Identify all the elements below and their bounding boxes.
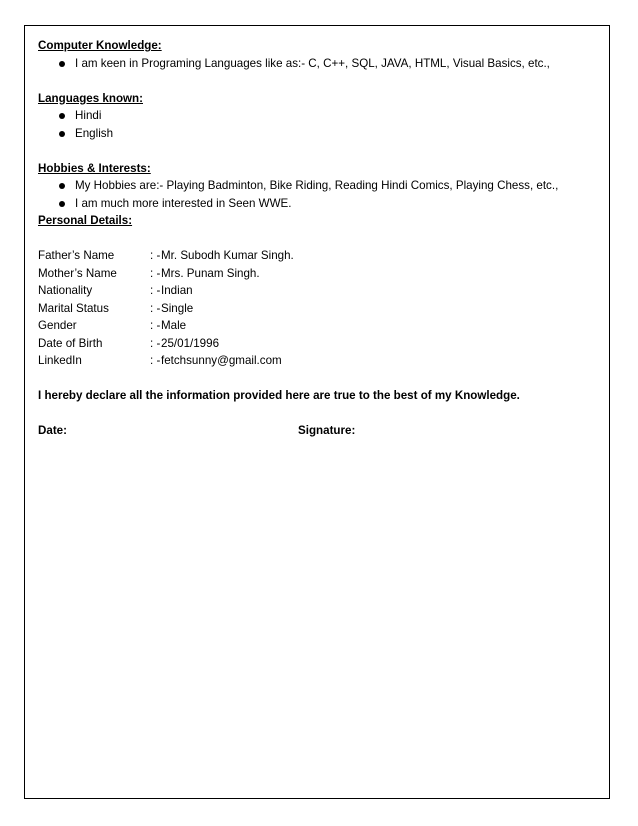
resume-content — [38, 37, 598, 440]
hobbies-heading: Hobbies & Interests: — [38, 161, 151, 175]
list-item: I am keen in Programing Languages like as:- C, C++, SQL, JAVA, HTML, Visual Basics, etc., — [38, 55, 598, 73]
list-item: My Hobbies are:- Playing Badminton, Bike Riding, Reading Hindi Comics, Playing Chess, etc., — [38, 177, 598, 195]
detail-row-nationality: Nationality : - Indian — [38, 284, 193, 297]
bullet-icon — [59, 61, 65, 67]
detail-row-dob: Date of Birth : - 25/01/1996 — [38, 336, 220, 350]
bullet-icon — [59, 113, 65, 119]
bullet-icon — [59, 131, 65, 137]
bullet-icon — [59, 183, 65, 189]
date-label: Date: — [38, 424, 67, 437]
computer-knowledge-heading: Computer Knowledge: — [38, 39, 162, 52]
detail-row-father: Father’s Name : - Mr. Subodh Kumar Singh. — [38, 249, 294, 262]
hobbies-list — [38, 177, 598, 212]
declaration-text: I hereby declare all the information provided here are true to the best of my Knowledge. — [38, 389, 520, 402]
languages-heading: Languages known: — [38, 91, 143, 105]
personal-details-table — [38, 247, 598, 370]
detail-row-linkedin: LinkedIn : - fetchsunny@gmail.com — [38, 354, 282, 367]
bullet-icon — [59, 201, 65, 207]
detail-row-marital-status: Marital Status : - Single — [38, 301, 194, 315]
computer-knowledge-list — [38, 55, 598, 73]
sign-row — [38, 422, 598, 440]
list-item: I am much more interested in Seen WWE. — [38, 195, 598, 213]
detail-row-mother: Mother’s Name : - Mrs. Punam Singh. — [38, 266, 260, 280]
languages-list — [38, 107, 598, 142]
list-item: English — [38, 125, 598, 143]
personal-details-heading: Personal Details: — [38, 214, 133, 227]
list-item: Hindi — [38, 107, 598, 125]
detail-row-gender: Gender : - Male — [38, 319, 187, 332]
signature-label: Signature: — [298, 424, 356, 437]
